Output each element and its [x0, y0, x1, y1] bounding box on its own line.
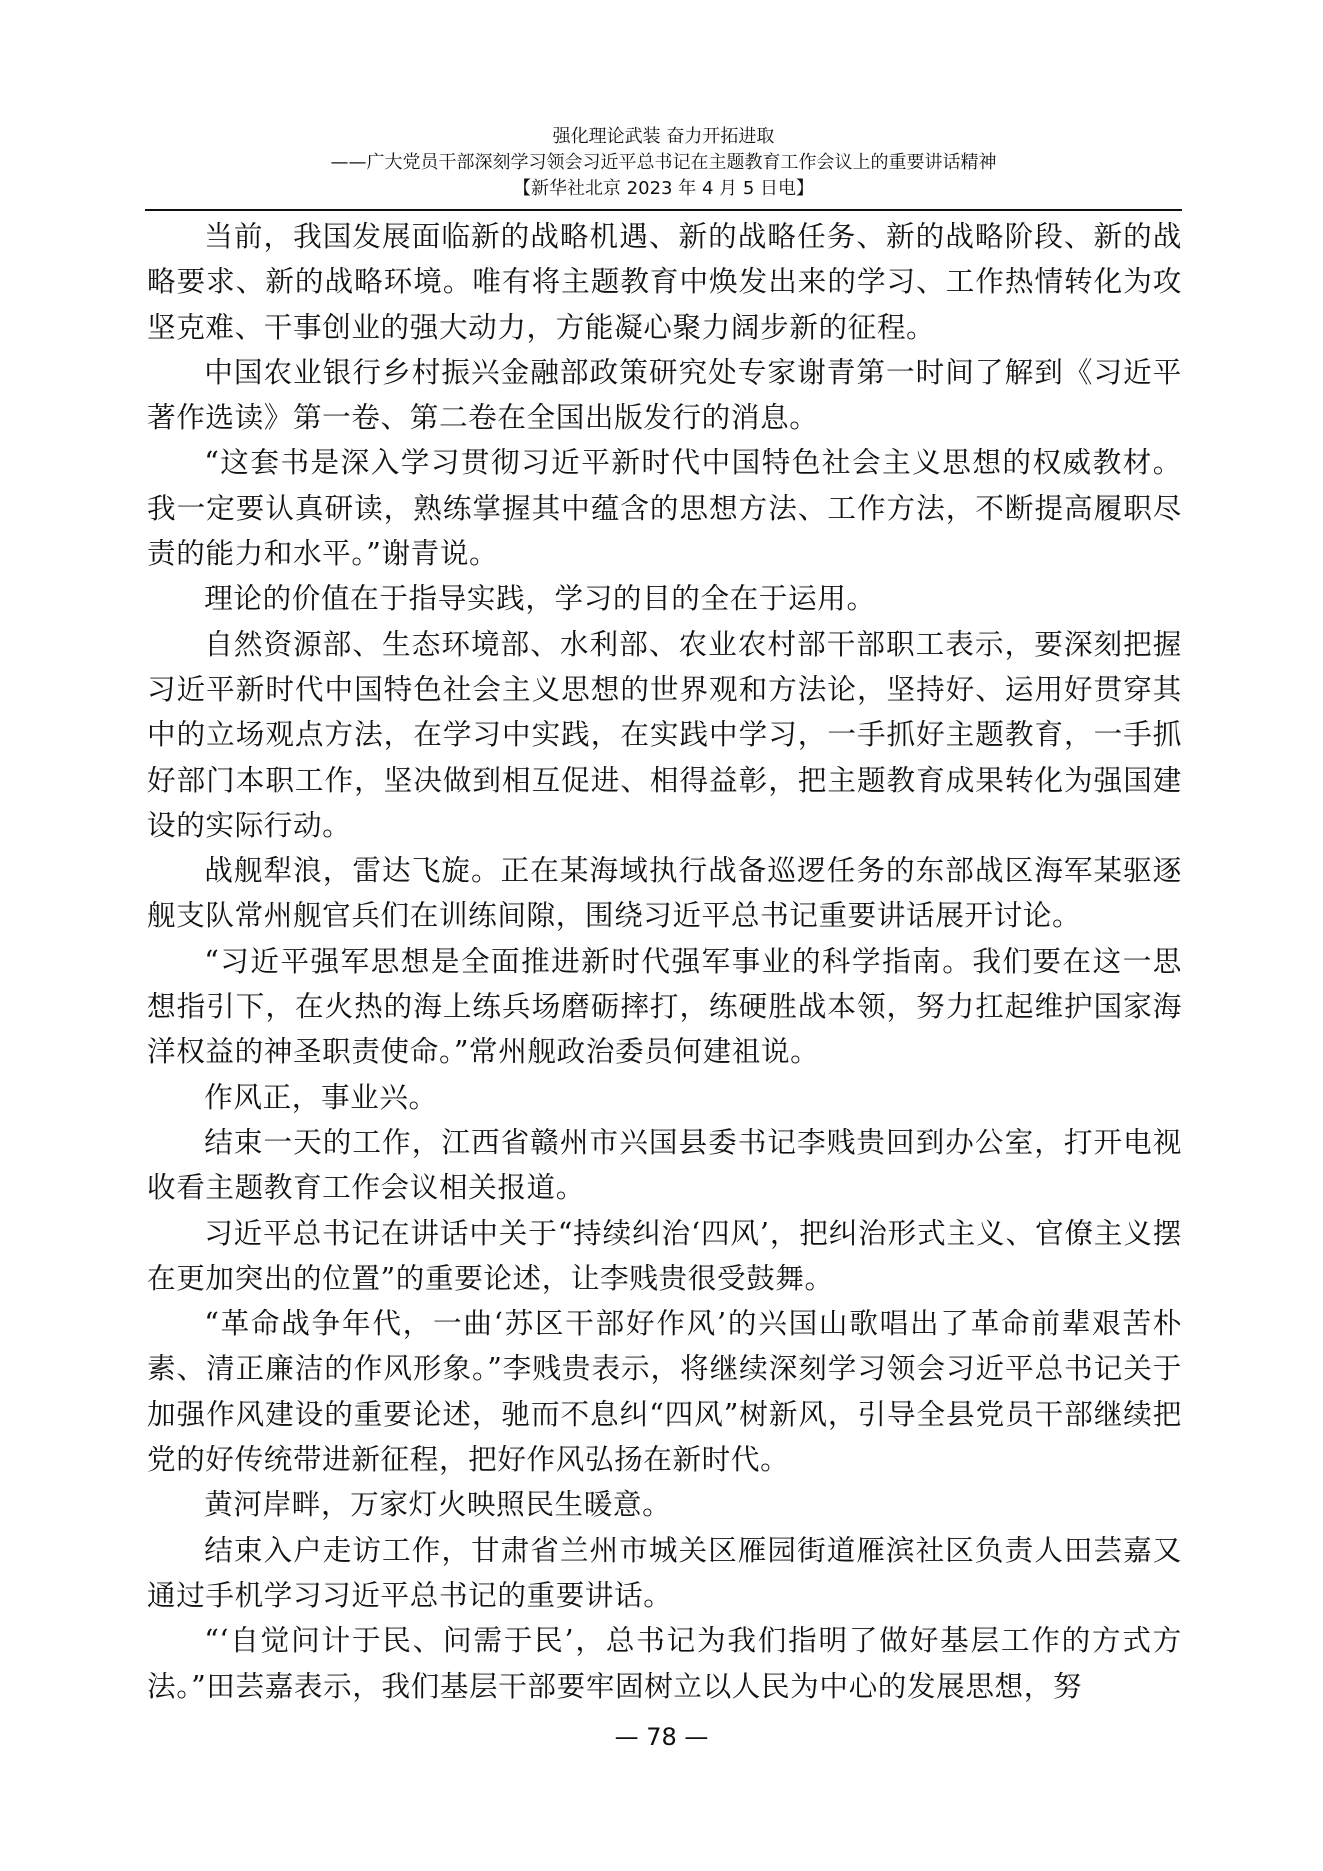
- body-paragraph: 理论的价值在于指导实践，学习的目的全在于运用。: [204, 581, 876, 616]
- article-title: 强化理论武装 奋力开拓进取: [552, 126, 775, 147]
- body-paragraph: 结束一天的工作，江西省赣州市兴国县委书记李贱贵回到办公室，打开电视收看主题教育工作会议相关报道。: [147, 1124, 1182, 1205]
- page-number: — 78 —: [614, 1723, 709, 1751]
- article-header: [145, 124, 1182, 202]
- header-divider: [145, 209, 1182, 211]
- body-paragraph: “革命战争年代，一曲‘苏区干部好作风’的兴国山歌唱出了革命前辈艰苦朴素、清正廉洁的作风形象。”李贱贵表示，将继续深刻学习领会习近平总书记关于加强作风建设的重要论述，驰而不息纠“四风”树新风，引导全县党员干部继续把党的好传统带进新征程，把好作风弘扬在新时代。: [147, 1306, 1182, 1477]
- article-body: [147, 214, 1182, 1709]
- body-paragraph: 习近平总书记在讲话中关于“持续纠治‘四风’，把纠治形式主义、官僚主义摆在更加突出的位置”的重要论述，让李贱贵很受鼓舞。: [147, 1215, 1183, 1295]
- body-paragraph: 作风正，事业兴。: [204, 1079, 438, 1114]
- body-paragraph: 自然资源部、生态环境部、水利部、农业农村部干部职工表示，要深刻把握习近平新时代中国特色社会主义思想的世界观和方法论，坚持好、运用好贯穿其中的立场观点方法，在学习中实践，在实践中学习，一手抓好主题教育，一手抓好部门本职工作，坚决做到相互促进、相得益彰，把主题教育成果转化为强国建设的实际行动。: [147, 626, 1182, 842]
- body-paragraph: “‘自觉问计于民、问需于民’，总书记为我们指明了做好基层工作的方式方法。”田芸嘉表示，我们基层干部要牢固树立以人民为中心的发展思想，努: [147, 1623, 1182, 1703]
- article-source: 【新华社北京 2023 年 4 月 5 日电】: [512, 178, 815, 199]
- article-subtitle: ——广大党员干部深刻学习领会习近平总书记在主题教育工作会议上的重要讲话精神: [330, 152, 997, 173]
- body-paragraph: “习近平强军思想是全面推进新时代强军事业的科学指南。我们要在这一思想指引下，在火热的海上练兵场磨砺摔打，练硬胜战本领，努力扛起维护国家海洋权益的神圣职责使命。”常州舰政治委员何建祖说。: [147, 943, 1182, 1069]
- body-paragraph: 中国农业银行乡村振兴金融部政策研究处专家谢青第一时间了解到《习近平著作选读》第一卷、第二卷在全国出版发行的消息。: [147, 354, 1182, 435]
- body-paragraph: 战舰犁浪，雷达飞旋。正在某海域执行战备巡逻任务的东部战区海军某驱逐舰支队常州舰官兵们在训练间隙，围绕习近平总书记重要讲话展开讨论。: [147, 853, 1182, 933]
- body-paragraph: “这套书是深入学习贯彻习近平新时代中国特色社会主义思想的权威教材。我一定要认真研读，熟练掌握其中蕴含的思想方法、工作方法，不断提高履职尽责的能力和水平。”谢青说。: [147, 445, 1182, 571]
- body-paragraph: 当前，我国发展面临新的战略机遇、新的战略任务、新的战略阶段、新的战略要求、新的战略环境。唯有将主题教育中焕发出来的学习、工作热情转化为攻坚克难、干事创业的强大动力，方能凝心聚力阔步新的征程。: [147, 219, 1182, 344]
- body-paragraph: 结束入户走访工作，甘肃省兰州市城关区雁园街道雁滨社区负责人田芸嘉又通过手机学习习近平总书记的重要讲话。: [147, 1532, 1182, 1612]
- body-paragraph: 黄河岸畔，万家灯火映照民生暖意。: [204, 1487, 672, 1522]
